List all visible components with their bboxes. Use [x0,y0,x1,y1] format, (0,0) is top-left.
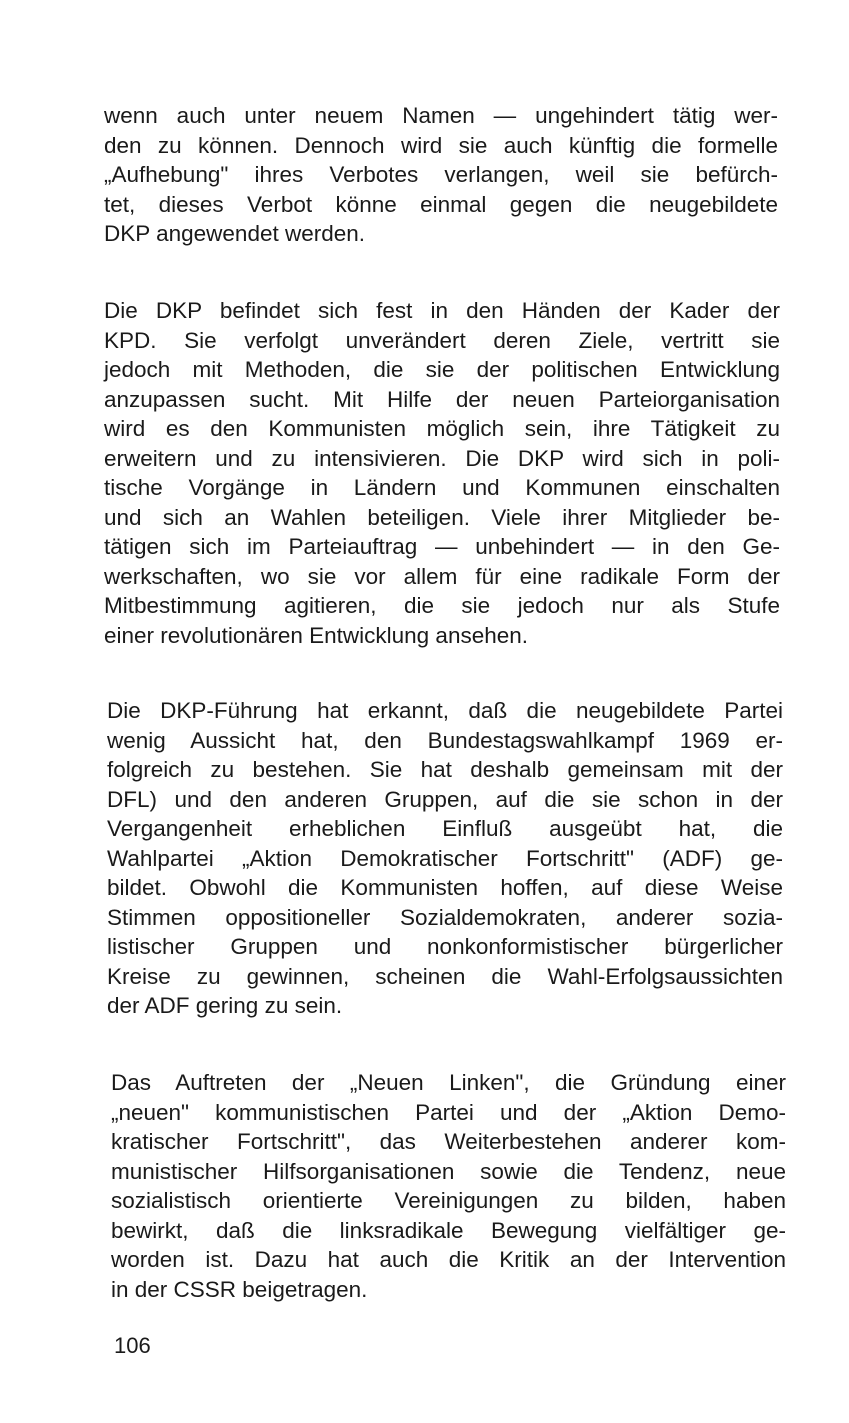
paragraph-3 [107,696,783,1021]
text-line: „neuen" kommunistischen Partei und der „Aktion Demo- [111,1099,786,1125]
text-line: Stimmen oppositioneller Sozialdemokraten, anderer sozia- [107,904,783,930]
paragraph-4 [111,1068,786,1304]
text-line: Das Auftreten der „Neuen Linken", die Gründung einer [111,1070,786,1095]
paragraph-1 [104,101,778,249]
text-line: sozialistisch orientierte Vereinigungen zu bilden, haben [111,1188,786,1213]
text-line: Mitbestimmung agitieren, die sie jedoch nur als Stufe [104,593,780,618]
text-line: bewirkt, daß die linksradikale Bewegung vielfältiger ge- [111,1217,786,1243]
text-line: einer revolutionären Entwicklung ansehen. [104,622,529,648]
text-line: in der CSSR beigetragen. [111,1276,368,1302]
text-line: Wahlpartei „Aktion Demokratischer Fortschritt" (ADF) ge- [107,845,783,871]
paragraph-2 [104,296,780,650]
text-line: kratischer Fortschritt", das Weiterbestehen anderer kom- [111,1129,786,1154]
text-line: erweitern und zu intensivieren. Die DKP wird sich in poli- [104,445,780,471]
text-line: wenn auch unter neuem Namen — ungehindert tätig wer- [104,103,778,128]
text-line: der ADF gering zu sein. [107,993,343,1018]
text-line: Die DKP befindet sich fest in den Händen der Kader der [104,298,780,323]
text-line: tet, dieses Verbot könne einmal gegen die neugebildete [104,191,778,217]
text-line: Vergangenheit erheblichen Einfluß ausgeübt hat, die [107,816,783,841]
text-line: wird es den Kommunisten möglich sein, ihre Tätigkeit zu [104,416,780,441]
text-line: munistischer Hilfsorganisationen sowie die Tendenz, neue [111,1158,786,1184]
text-line: bildet. Obwohl die Kommunisten hoffen, auf diese Weise [107,875,783,900]
text-line: jedoch mit Methoden, die sie der politischen Entwicklung [104,357,780,382]
text-line: „Aufhebung" ihres Verbotes verlangen, weil sie befürch- [104,162,778,187]
text-line: folgreich zu bestehen. Sie hat deshalb gemeinsam mit der [107,757,783,782]
text-line: DKP angewendet werden. [104,221,366,246]
text-line: listischer Gruppen und nonkonformistischer bürgerlicher [107,934,783,959]
text-line: wenig Aussicht hat, den Bundestagswahlkampf 1969 er- [107,727,783,753]
text-line: werkschaften, wo sie vor allem für eine radikale Form der [104,563,780,589]
text-line: anzupassen sucht. Mit Hilfe der neuen Parteiorganisation [104,386,780,412]
text-line: Die DKP-Führung hat erkannt, daß die neugebildete Partei [107,698,783,723]
text-line: und sich an Wahlen beteiligen. Viele ihrer Mitglieder be- [104,504,780,530]
text-line: tische Vorgänge in Ländern und Kommunen einschalten [104,475,780,500]
page-number: 106 [114,1333,151,1358]
text-line: tätigen sich im Parteiauftrag — unbehindert — in den Ge- [104,534,780,559]
text-line: worden ist. Dazu hat auch die Kritik an der Intervention [111,1247,786,1272]
text-line: Kreise zu gewinnen, scheinen die Wahl-Erfolgsaussichten [107,963,783,989]
text-line: DFL) und den anderen Gruppen, auf die sie schon in der [107,786,783,812]
text-line: KPD. Sie verfolgt unverändert deren Ziele, vertritt sie [104,327,780,353]
text-line: den zu können. Dennoch wird sie auch künftig die formelle [104,132,778,158]
